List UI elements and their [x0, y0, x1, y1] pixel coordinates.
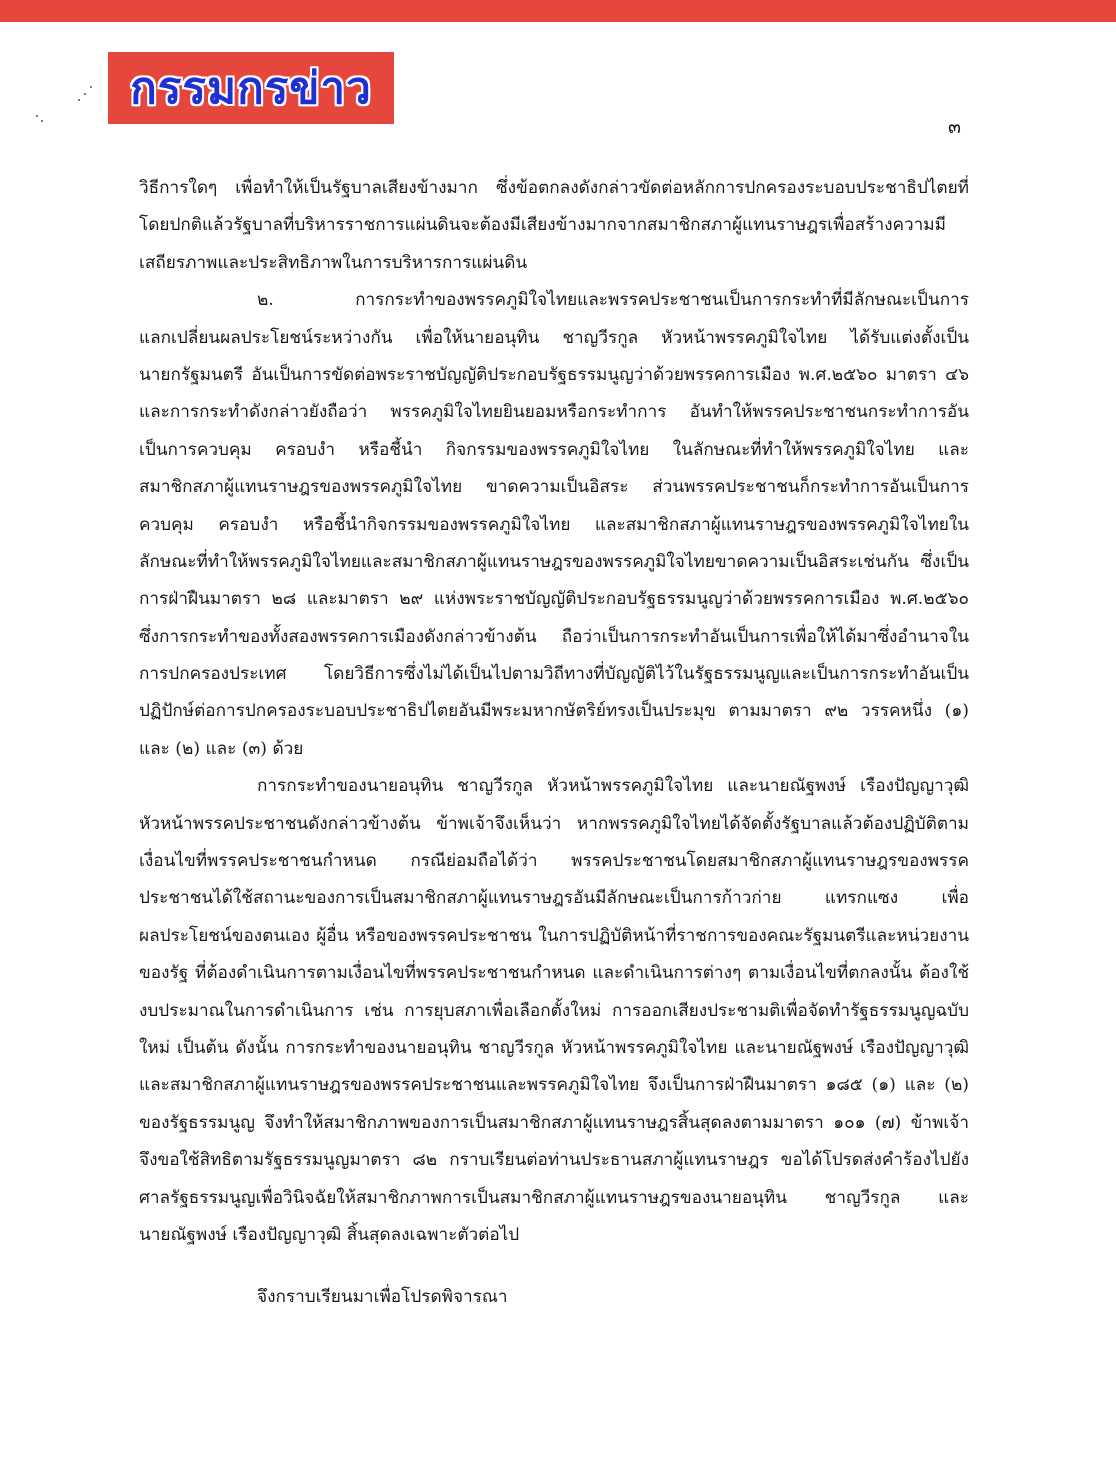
text-line: ปฏิปักษ์ต่อการปกครองระบอบประชาธิปไตยอันมีพระมหากษัตริย์ทรงเป็นประมุข ตามมาตรา ๙๒ วรรคหนึ่ง (๑) [139, 701, 969, 722]
text-line: ประชาชนได้ใช้สถานะของการเป็นสมาชิกสภาผู้แทนราษฎรอันมีลักษณะเป็นการก้าวก่าย แทรกแซง เพื่อ [139, 888, 969, 909]
text-line: และ (๒) และ (๓) ด้วย [139, 738, 304, 759]
text-line: ศาลรัฐธรรมนูญเพื่อวินิจฉัยให้สมาชิกภาพการเป็นสมาชิกสภาผู้แทนราษฎรของนายอนุทิน ชาญวีรกูล และ [139, 1187, 969, 1208]
text-line: จึงขอใช้สิทธิตามรัฐธรรมนูญมาตรา ๘๒ กราบเรียนต่อท่านประธานสภาผู้แทนราษฎร ขอได้โปรดส่งคำร้องไปยัง [139, 1150, 969, 1171]
text-line: นายกรัฐมนตรี อันเป็นการขัดต่อพระราชบัญญัติประกอบรัฐธรรมนูญว่าด้วยพรรคการเมือง พ.ศ.๒๕๖๐ มาตรา ๔๖ [139, 364, 969, 385]
text-line: และการกระทำดังกล่าวยังถือว่า พรรคภูมิใจไทยยินยอมหรือกระทำการ อันทำให้พรรคประชาชนกระทำการอัน [139, 402, 969, 423]
brand-logo-text: กรรมกรข่าว [130, 63, 372, 114]
text-line: สมาชิกสภาผู้แทนราษฎรของพรรคภูมิใจไทย ขาดความเป็นอิสระ ส่วนพรรคประชาชนก็กระทำการอันเป็นการ [139, 477, 969, 498]
page-number: ๓ [948, 116, 961, 138]
scan-speck [78, 99, 80, 101]
paragraph-2 [139, 282, 969, 768]
text-line: เงื่อนไขที่พรรคประชาชนกำหนด กรณีย่อมถือได้ว่า พรรคประชาชนโดยสมาชิกสภาผู้แทนราษฎรของพรรค [139, 851, 969, 872]
text-line: ใหม่ เป็นต้น ดังนั้น การกระทำของนายอนุทิน ชาญวีรกูล หัวหน้าพรรคภูมิใจไทย และนายณัฐพงษ์ เรืองปัญญาวุฒิ [139, 1037, 969, 1058]
top-accent-bar [0, 0, 1116, 22]
text-line: งบประมาณในการดำเนินการ เช่น การยุบสภาเพื่อเลือกตั้งใหม่ การออกเสียงประชามติเพื่อจัดทำรัฐธรรมนูญฉบับ [139, 1000, 969, 1021]
text-line: การกระทำของนายอนุทิน ชาญวีรกูล หัวหน้าพรรคภูมิใจไทย และนายณัฐพงษ์ เรืองปัญญาวุฒิ [257, 776, 969, 797]
text-line: ซึ่งการกระทำของทั้งสองพรรคการเมืองดังกล่าวข้างต้น ถือว่าเป็นการกระทำอันเป็นการเพื่อให้ได้มาซึ่งอำนาจใน [139, 626, 969, 647]
spacer [139, 1254, 969, 1279]
text-line: ๒. การกระทำของพรรคภูมิใจไทยและพรรคประชาชนเป็นการกระทำที่มีลักษณะเป็นการ [257, 290, 969, 311]
text-line: การปกครองประเทศ โดยวิธีการซึ่งไม่ได้เป็นไปตามวิถีทางที่บัญญัติไว้ในรัฐธรรมนูญและเป็นการกระทำอันเป็น [139, 664, 969, 685]
scan-speck [36, 115, 38, 117]
paragraph-3 [139, 768, 969, 1254]
document-body [139, 170, 969, 1317]
text-line: แลกเปลี่ยนผลประโยชน์ระหว่างกัน เพื่อให้นายอนุทิน ชาญวีรกูล หัวหน้าพรรคภูมิใจไทย ได้รับแต่งตั้งเป็น [139, 327, 969, 348]
closing-line: จึงกราบเรียนมาเพื่อโปรดพิจารณา [257, 1287, 508, 1308]
text-line: เป็นการควบคุม ครอบงำ หรือชี้นำ กิจกรรมของพรรคภูมิใจไทย ในลักษณะที่ทำให้พรรคภูมิใจไทย และ [139, 439, 969, 460]
brand-logo [108, 52, 394, 124]
scan-speck [41, 120, 43, 122]
text-line: ลักษณะที่ทำให้พรรคภูมิใจไทยและสมาชิกสภาผู้แทนราษฎรของพรรคภูมิใจไทยขาดความเป็นอิสระเช่นกัน ซึ่งเป็น [139, 551, 969, 572]
scan-speck [90, 86, 92, 88]
text-line: เสถียรภาพและประสิทธิภาพในการบริหารการแผ่นดิน [139, 252, 528, 273]
scan-speck [84, 93, 86, 95]
paragraph-1 [139, 170, 969, 282]
text-line: วิธีการใดๆ เพื่อทำให้เป็นรัฐบาลเสียงข้างมาก ซึ่งข้อตกลงดังกล่าวขัดต่อหลักการปกครองระบอบประชาธิปไตยที่ [139, 178, 969, 198]
text-line: นายณัฐพงษ์ เรืองปัญญาวุฒิ สิ้นสุดลงเฉพาะตัวต่อไป [139, 1224, 520, 1245]
text-line: ผลประโยชน์ของตนเอง ผู้อื่น หรือของพรรคประชาชน ในการปฏิบัติหน้าที่ราชการของคณะรัฐมนตรีและหน่วยงาน [139, 925, 969, 946]
text-line: การฝ่าฝืนมาตรา ๒๘ และมาตรา ๒๙ แห่งพระราชบัญญัติประกอบรัฐธรรมนูญว่าด้วยพรรคการเมือง พ.ศ.๒๕๖๐ [139, 589, 969, 610]
text-line: ควบคุม ครอบงำ หรือชี้นำกิจกรรมของพรรคภูมิใจไทย และสมาชิกสภาผู้แทนราษฎรของพรรคภูมิใจไทยใน [139, 514, 969, 535]
text-line: ของรัฐ ที่ต้องดำเนินการตามเงื่อนไขที่พรรคประชาชนกำหนด และดำเนินการต่างๆ ตามเงื่อนไขที่ตกลงนั้น ต้องใช้ [139, 963, 969, 984]
text-line: โดยปกติแล้วรัฐบาลที่บริหารราชการแผ่นดินจะต้องมีเสียงข้างมากจากสมาชิกสภาผู้แทนราษฎรเพื่อสร้างความมี [139, 215, 946, 236]
text-line: หัวหน้าพรรคประชาชนดังกล่าวข้างต้น ข้าพเจ้าจึงเห็นว่า หากพรรคภูมิใจไทยได้จัดตั้งรัฐบาลแล้วต้องปฏิบัติตาม [139, 813, 969, 834]
text-line: และสมาชิกสภาผู้แทนราษฎรของพรรคประชาชนและพรรคภูมิใจไทย จึงเป็นการฝ่าฝืนมาตรา ๑๘๕ (๑) และ (๒) [139, 1075, 969, 1096]
text-line: ของรัฐธรรมนูญ จึงทำให้สมาชิกภาพของการเป็นสมาชิกสภาผู้แทนราษฎรสิ้นสุดลงตามมาตรา ๑๐๑ (๗) ข้าพเจ้า [139, 1112, 969, 1133]
